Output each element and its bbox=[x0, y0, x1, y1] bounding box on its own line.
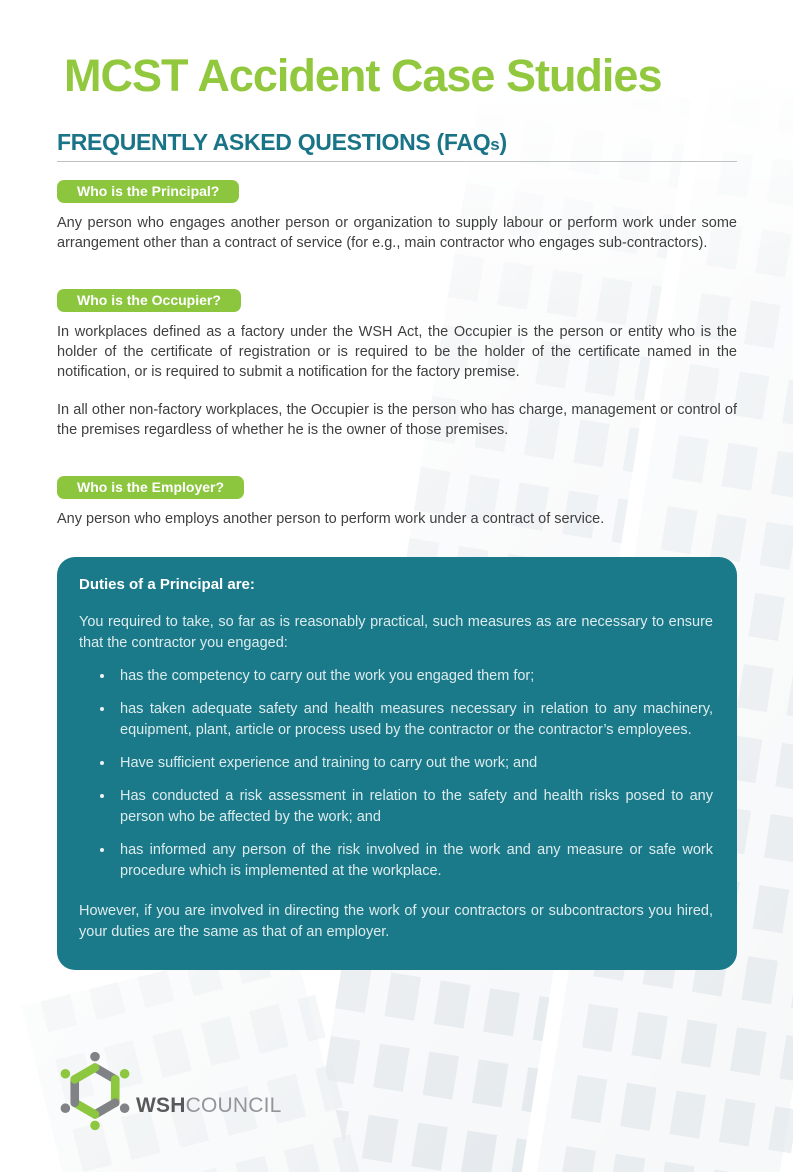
employer-answer-paragraph: Any person who employs another person to perform work under a contract of service. bbox=[57, 511, 605, 527]
duties-box-heading: Duties of a Principal are: bbox=[79, 576, 255, 593]
principal-question-badge: Who is the Principal? bbox=[57, 180, 239, 203]
occupier-answer-paragraph-1: In workplaces defined as a factory under the WSH Act, the Occupier is the person or entity who is the holder of the certificate of registration or is required to be the holder of the certificate named in the notification, or is required to submit a notification for the factory premise. bbox=[57, 324, 737, 380]
page-title: MCST Accident Case Studies bbox=[64, 50, 662, 101]
faq-heading-small-s: s bbox=[490, 135, 500, 154]
principal-answer-paragraph: Any person who engages another person or organization to supply labour or perform work under some arrangement other than a contract of service (for e.g., main contractor who engages sub-contractors). bbox=[57, 215, 737, 251]
duties-bullet-2: • has taken adequate safety and health measures necessary in relation to any machinery, equipment, plant, article or process used by the contractor or the contractor’s employees. bbox=[115, 699, 713, 741]
duties-bullet-3: • Have sufficient experience and training to carry out the work; and bbox=[115, 753, 713, 774]
wsh-council-logo-text bbox=[136, 1094, 282, 1118]
document-page bbox=[0, 50, 793, 970]
faq-heading-close-paren: ) bbox=[499, 129, 507, 155]
footer bbox=[52, 1048, 282, 1134]
logo-text-council: COUNCIL bbox=[185, 1094, 282, 1117]
faq-heading-text: FREQUENTLY ASKED QUESTIONS (FAQ bbox=[57, 129, 491, 155]
duties-bullet-1: • has the competency to carry out the work you engaged them for; bbox=[115, 666, 713, 687]
occupier-answer-paragraph-2: In all other non-factory workplaces, the Occupier is the person who has charge, management or control of the premises regardless of whether he is the owner of those premises. bbox=[57, 402, 737, 438]
logo-text-wsh: WSH bbox=[136, 1094, 186, 1117]
faq-employer-section bbox=[57, 440, 737, 529]
duties-bullet-list bbox=[95, 666, 713, 882]
faq-section-heading bbox=[57, 129, 737, 156]
duties-of-principal-box bbox=[57, 557, 737, 970]
duties-intro-paragraph: You required to take, so far as is reasonably practical, such measures as are necessary to ensure that the contractor you engaged: bbox=[79, 614, 713, 652]
wsh-council-logo-icon bbox=[52, 1048, 138, 1134]
duties-bullet-5: • has informed any person of the risk involved in the work and any measure or safe work procedure which is implemented at the workplace. bbox=[115, 840, 713, 882]
duties-bullet-4: • Has conducted a risk assessment in relation to the safety and health risks posed to any person who be affected by the work; and bbox=[115, 786, 713, 828]
duties-outro-paragraph: However, if you are involved in directing the work of your contractors or subcontractors you hired, your duties are the same as that of an employer. bbox=[79, 903, 713, 941]
employer-question-badge: Who is the Employer? bbox=[57, 476, 244, 499]
occupier-question-badge: Who is the Occupier? bbox=[57, 289, 241, 312]
faq-principal-section bbox=[57, 162, 737, 253]
faq-occupier-section bbox=[57, 253, 737, 440]
